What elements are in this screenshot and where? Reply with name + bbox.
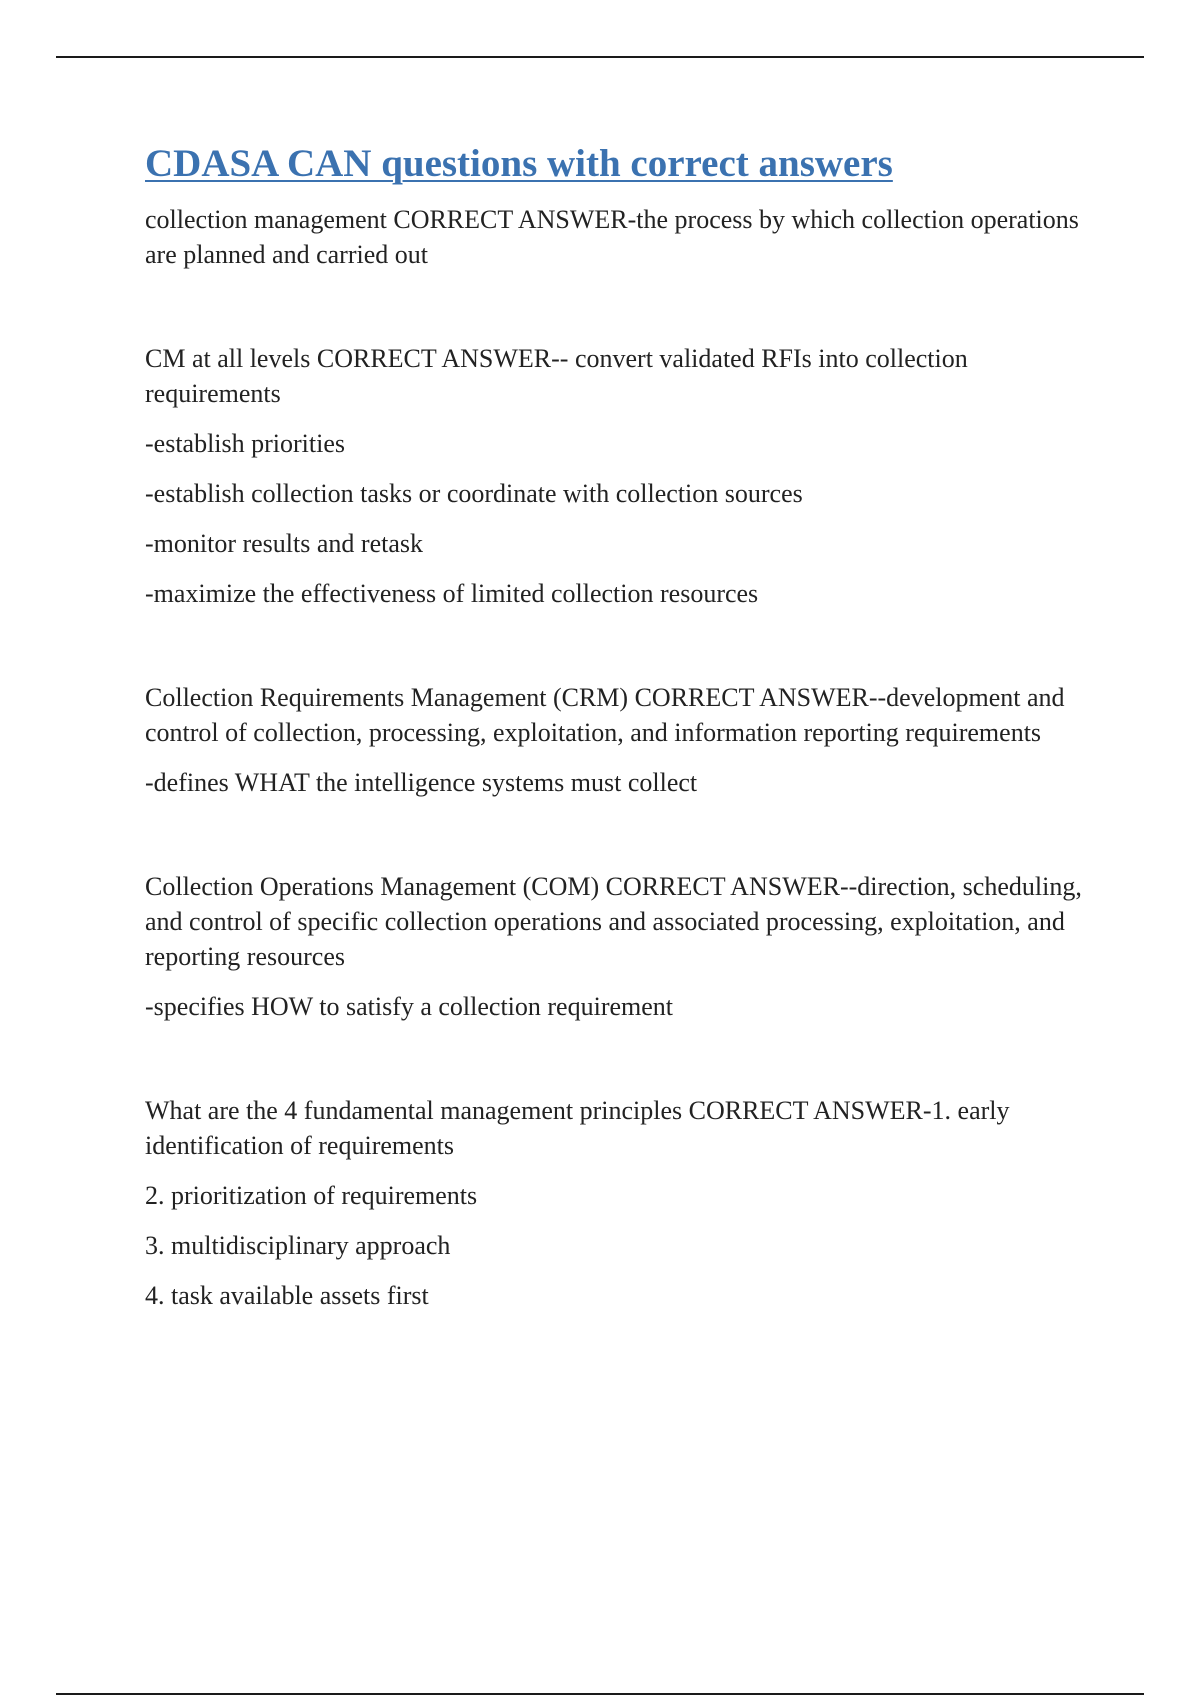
document-title: CDASA CAN questions with correct answers bbox=[145, 142, 893, 185]
answer-line: 2. prioritization of requirements bbox=[145, 1181, 478, 1210]
qa-text: What are the 4 fundamental management principles CORRECT ANSWER-1. early identification of requirements bbox=[145, 1096, 1010, 1160]
qa-entry bbox=[145, 341, 1105, 611]
qa-entry bbox=[145, 202, 1105, 272]
answer-line: 4. task available assets first bbox=[145, 1281, 429, 1310]
header-rule bbox=[56, 56, 1144, 58]
answer-line: -establish collection tasks or coordinate with collection sources bbox=[145, 479, 803, 508]
qa-text: collection management CORRECT ANSWER-the process by which collection operations are planned and carried out bbox=[145, 205, 1079, 269]
answer-line: -maximize the effectiveness of limited collection resources bbox=[145, 579, 759, 608]
footer-rule bbox=[56, 1693, 1144, 1695]
answer-line: -specifies HOW to satisfy a collection requirement bbox=[145, 992, 674, 1021]
qa-entry bbox=[145, 1093, 1105, 1313]
answer-line: 3. multidisciplinary approach bbox=[145, 1231, 451, 1260]
answer-line: -establish priorities bbox=[145, 429, 346, 458]
qa-text: CM at all levels CORRECT ANSWER-- convert validated RFIs into collection requirements bbox=[145, 344, 968, 408]
qa-text: Collection Requirements Management (CRM) CORRECT ANSWER--development and control of collection, processing, exploitation, and information reporting requirements bbox=[145, 683, 1065, 747]
qa-text: Collection Operations Management (COM) CORRECT ANSWER--direction, scheduling, and control of specific collection operations and associated processing, exploitation, and reporting resources bbox=[145, 872, 1082, 971]
answer-line: -monitor results and retask bbox=[145, 529, 423, 558]
qa-entry bbox=[145, 680, 1105, 800]
answer-line: -defines WHAT the intelligence systems must collect bbox=[145, 768, 698, 797]
qa-entry bbox=[145, 869, 1105, 1024]
document-body bbox=[145, 140, 1105, 1313]
